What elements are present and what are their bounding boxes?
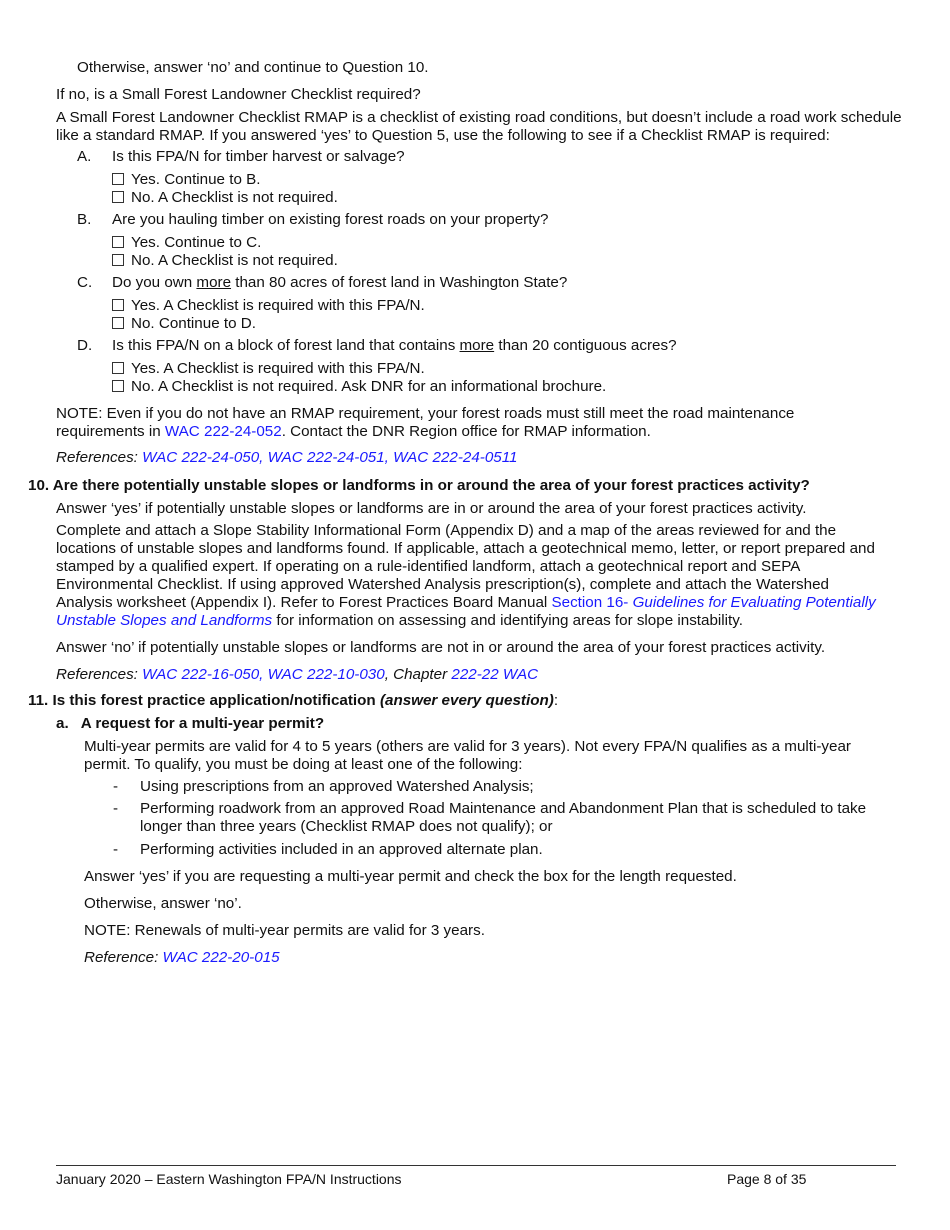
checkbox-icon[interactable] (112, 173, 124, 185)
otherwise-line: Otherwise, answer ‘no’ and continue to Question 10. (77, 59, 429, 76)
section-16-link[interactable]: Section 16- Guidelines for Evaluating Potentially (551, 594, 876, 611)
checkbox-icon[interactable] (112, 236, 124, 248)
bullet-item: Performing roadwork from an approved Road Maintenance and Abandonment Plan that is scheduled to take (140, 800, 867, 817)
q11-para-2: permit. To qualify, you must be doing at least one of the following: (84, 756, 523, 773)
q10-para-1: Complete and attach a Slope Stability Informational Form (Appendix D) and a map of the areas reviewed for and the (56, 522, 837, 539)
q11-otherwise: Otherwise, answer ‘no’. (84, 895, 242, 912)
note-line-2: requirements in WAC 222-24-052. Contact the DNR Region office for RMAP information. (56, 423, 651, 440)
checkbox-icon[interactable] (112, 191, 124, 203)
bullet-item: Performing activities included in an approved alternate plan. (140, 841, 543, 858)
bullet-dash: - (113, 800, 119, 817)
question-11-heading: 11. Is this forest practice application/notification (answer every question): (28, 692, 559, 709)
option-d-yes[interactable]: Yes. A Checklist is required with this FPA/N. (112, 360, 425, 378)
references-links[interactable]: WAC 222-16-050, WAC 222-10-030 (142, 666, 385, 683)
item-question-d: Is this FPA/N on a block of forest land that contains more than 20 contiguous acres? (112, 337, 677, 354)
checkbox-icon[interactable] (112, 317, 124, 329)
q10-para-4: Environmental Checklist. If using approved Watershed Analysis prescription(s), complete and attach the Watershed (56, 576, 829, 593)
note-line-1: NOTE: Even if you do not have an RMAP requirement, your forest roads must still meet the road maintenance (56, 405, 795, 422)
item-question-b: Are you hauling timber on existing forest roads on your property? (112, 211, 549, 228)
q10-no-line: Answer ‘no’ if potentially unstable slopes or landforms are not in or around the area of your forest practices activity. (56, 639, 826, 656)
checklist-question: If no, is a Small Forest Landowner Checklist required? (56, 86, 421, 103)
intro-line-1: A Small Forest Landowner Checklist RMAP is a checklist of existing road conditions, but doesn’t include a road work schedule (56, 109, 902, 126)
q10-para-6: Unstable Slopes and Landforms for information on assessing and identifying areas for slope instability. (56, 612, 743, 629)
references-9: References: WAC 222-24-050, WAC 222-24-051, WAC 222-24-0511 (56, 449, 518, 466)
option-a-no[interactable]: No. A Checklist is not required. (112, 189, 338, 207)
question-10-heading: 10. Are there potentially unstable slopes or landforms in or around the area of your forest practices activity? (28, 477, 810, 494)
item-question-c: Do you own more than 80 acres of forest land in Washington State? (112, 274, 568, 291)
q11-para-1: Multi-year permits are valid for 4 to 5 years (others are valid for 3 years). Not every FPA/N qualifies as a multi-year (84, 738, 851, 755)
references-links[interactable]: WAC 222-24-050, WAC 222-24-051, WAC 222-24-0511 (142, 449, 518, 466)
option-b-no[interactable]: No. A Checklist is not required. (112, 252, 338, 270)
q10-yes-line: Answer ‘yes’ if potentially unstable slopes or landforms are in or around the area of your forest practices activity. (56, 500, 807, 517)
references-10: References: WAC 222-16-050, WAC 222-10-030, Chapter 222-22 WAC (56, 666, 539, 683)
guidelines-link[interactable]: Unstable Slopes and Landforms (56, 612, 273, 629)
bullet-item-continued: longer than three years (Checklist RMAP does not qualify); or (140, 818, 553, 835)
item-letter-b: B. (77, 211, 92, 228)
item-letter-d: D. (77, 337, 93, 354)
option-d-no[interactable]: No. A Checklist is not required. Ask DNR for an informational brochure. (112, 378, 606, 396)
q11-yes-line: Answer ‘yes’ if you are requesting a multi-year permit and check the box for the length requested. (84, 868, 737, 885)
checkbox-icon[interactable] (112, 299, 124, 311)
reference-11: Reference: WAC 222-20-015 (84, 949, 280, 966)
page-number: Page 8 of 35 (727, 1171, 807, 1187)
option-c-no[interactable]: No. Continue to D. (112, 315, 256, 333)
q10-para-3: stamped by a qualified expert. If operating on a rule-identified landform, attach a geotechnical report and SEPA (56, 558, 801, 575)
option-a-yes[interactable]: Yes. Continue to B. (112, 171, 260, 189)
chapter-link[interactable]: 222-22 WAC (451, 666, 539, 683)
bullet-dash: - (113, 778, 119, 795)
q10-para-5: Analysis worksheet (Appendix I). Refer to Forest Practices Board Manual Section 16- Guidelines for Evaluating Potentially (56, 594, 876, 611)
item-question-a: Is this FPA/N for timber harvest or salvage? (112, 148, 405, 165)
item-letter-a: A. (77, 148, 92, 165)
q10-para-2: locations of unstable slopes and landforms found. If applicable, attach a geotechnical memo, letter, or report prepared and (56, 540, 875, 557)
footer-title: January 2020 – Eastern Washington FPA/N Instructions (56, 1171, 402, 1187)
q11-note: NOTE: Renewals of multi-year permits are valid for 3 years. (84, 922, 485, 939)
bullet-dash: - (113, 841, 119, 858)
checkbox-icon[interactable] (112, 254, 124, 266)
sub-question-a: a. A request for a multi-year permit? (56, 715, 325, 732)
option-b-yes[interactable]: Yes. Continue to C. (112, 234, 261, 252)
option-c-yes[interactable]: Yes. A Checklist is required with this FPA/N. (112, 297, 425, 315)
footer-divider (56, 1165, 896, 1166)
item-letter-c: C. (77, 274, 93, 291)
intro-line-2: like a standard RMAP. If you answered ‘yes’ to Question 5, use the following to see if a Checklist RMAP is required: (56, 127, 830, 144)
wac-link[interactable]: WAC 222-24-052 (164, 423, 282, 440)
reference-link[interactable]: WAC 222-20-015 (162, 949, 280, 966)
checkbox-icon[interactable] (112, 362, 124, 374)
checkbox-icon[interactable] (112, 380, 124, 392)
bullet-item: Using prescriptions from an approved Watershed Analysis; (140, 778, 534, 795)
